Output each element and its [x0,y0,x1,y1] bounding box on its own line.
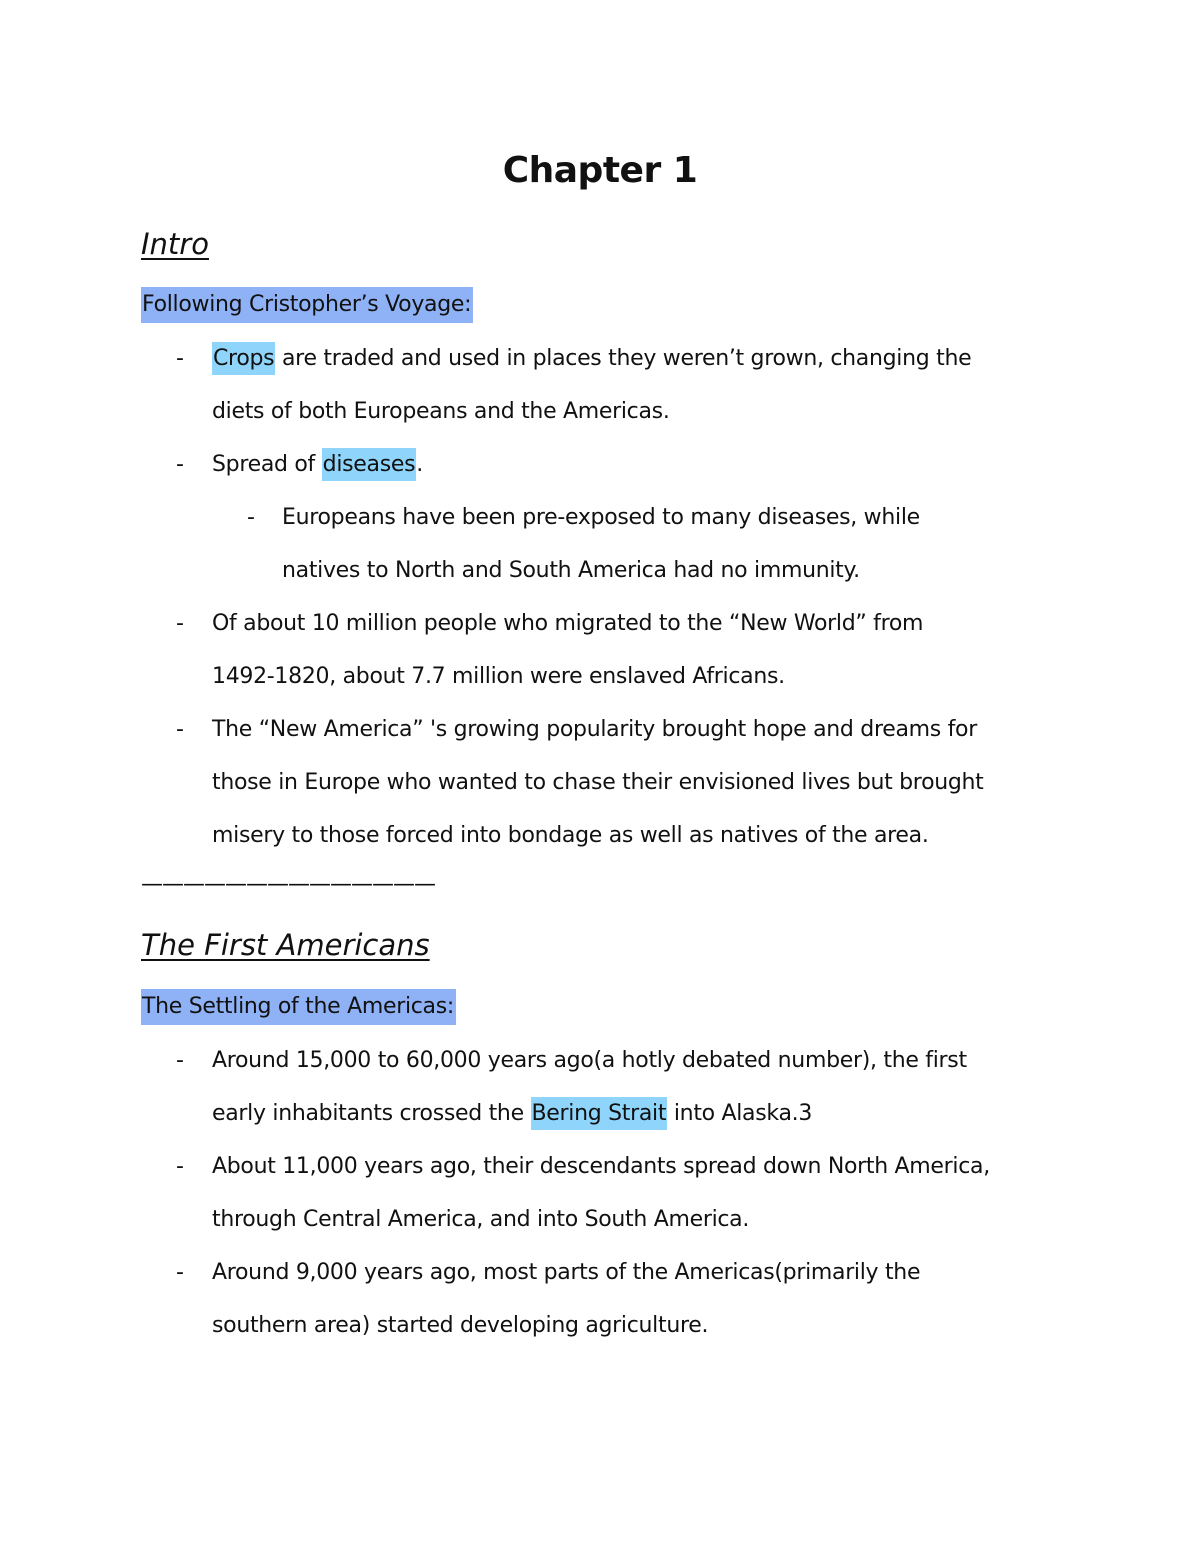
bullet-descendants-line2: through Central America, and into South America. [212,1207,750,1232]
highlight-crops: Crops [212,342,275,375]
bullet-descendants-line1: About 11,000 years ago, their descendants spread down North America, [212,1154,990,1179]
page-title: Chapter 1 [502,150,698,191]
sub-bullet-europeans-line2: natives to North and South America had no immunity. [282,558,860,583]
bullet-migration-line2: 1492-1820, about 7.7 million were enslaved Africans. [212,664,785,689]
bullet-new-america-line1: The “New America” 's growing popularity brought hope and dreams for [212,717,977,742]
bullet-diseases-post: . [416,452,423,477]
highlight-bering-strait: Bering Strait [531,1097,668,1130]
section-heading-intro: Intro [141,227,209,261]
bullet-dash: - [176,1154,184,1179]
bullet-crops-text: are traded and used in places they weren’t grown, changing the [275,346,972,371]
sub-bullet-dash: - [247,505,255,530]
bullet-dash: - [176,452,184,477]
bullet-crops-line1 [212,344,971,374]
sub-bullet-europeans-line1: Europeans have been pre-exposed to many diseases, while [282,505,920,530]
section-divider: —————————————— [141,872,435,897]
section-heading-first-americans: The First Americans [141,928,430,962]
bullet-new-america-line2: those in Europe who wanted to chase their envisioned lives but brought [212,770,984,795]
bullet-dash: - [176,346,184,371]
bullet-new-america-line3: misery to those forced into bondage as well as natives of the area. [212,823,929,848]
bullet-diseases [212,450,423,480]
bullet-inhabitants-post: into Alaska.3 [667,1101,813,1126]
bullet-migration-line1: Of about 10 million people who migrated to the “New World” from [212,611,924,636]
bullet-agriculture-line1: Around 9,000 years ago, most parts of the Americas(primarily the [212,1260,921,1285]
bullet-agriculture-line2: southern area) started developing agriculture. [212,1313,709,1338]
bullet-inhabitants-line2 [212,1099,812,1129]
bullet-crops-line2: diets of both Europeans and the Americas. [212,399,670,424]
bullet-diseases-pre: Spread of [212,452,322,477]
bullet-dash: - [176,1048,184,1073]
subheading-settling-americas: The Settling of the Americas: [141,989,456,1025]
bullet-dash: - [176,717,184,742]
bullet-dash: - [176,611,184,636]
subheading-following-voyage: Following Cristopher’s Voyage: [141,287,473,323]
bullet-dash: - [176,1260,184,1285]
bullet-inhabitants-line1: Around 15,000 to 60,000 years ago(a hotly debated number), the first [212,1048,967,1073]
highlight-diseases: diseases [322,448,417,481]
bullet-inhabitants-pre: early inhabitants crossed the [212,1101,531,1126]
